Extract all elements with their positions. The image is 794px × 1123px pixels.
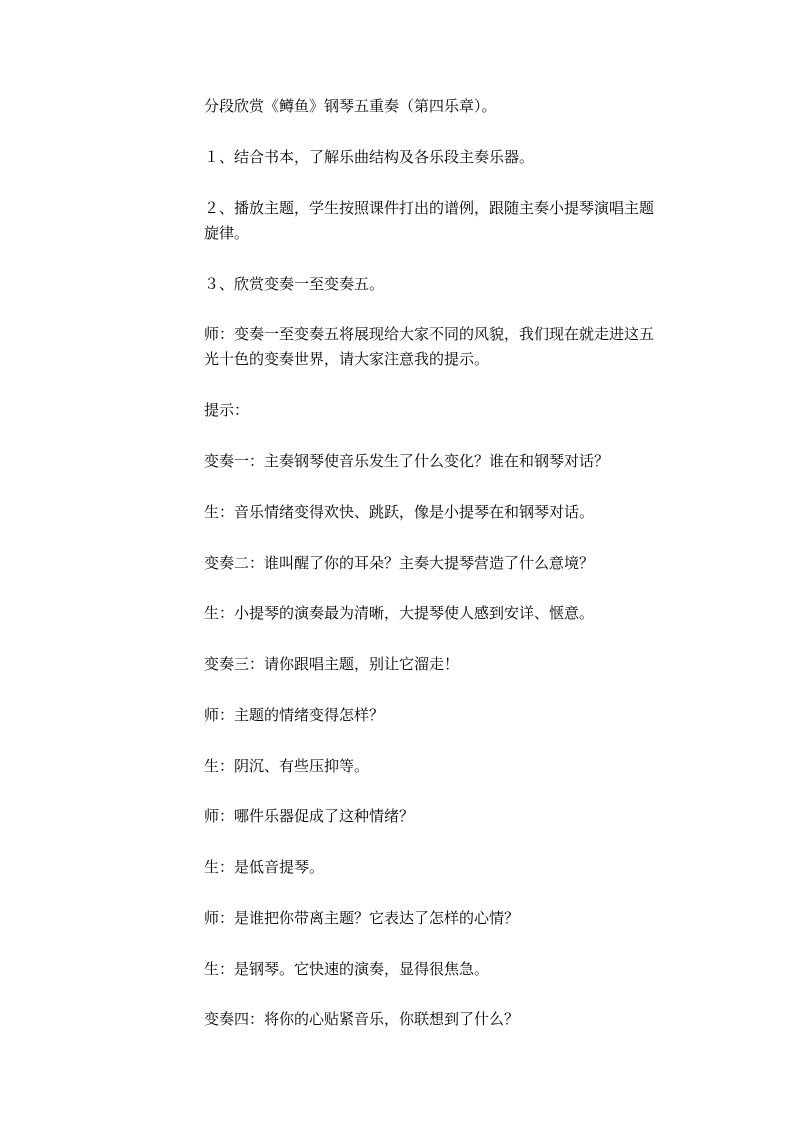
paragraph-student-answer-2: 生：小提琴的演奏最为清晰，大提琴使人感到安详、惬意。 <box>204 604 595 622</box>
paragraph-student-answer-1: 生：音乐情绪变得欢快、跳跃，像是小提琴在和钢琴对话。 <box>204 503 595 521</box>
paragraph-step-3: ３、欣赏变奏一至变奏五。 <box>204 275 385 293</box>
paragraph-teacher-intro: 师：变奏一至变奏五将展现给大家不同的风貌，我们现在就走进这五光十色的变奏世界，请大家注意我的提示。 <box>204 325 655 368</box>
paragraph-teacher-question-2: 师：哪件乐器促成了这种情绪？ <box>204 807 415 825</box>
paragraph-step-2: ２、播放主题，学生按照课件打出的谱例，跟随主奏小提琴演唱主题旋律。 <box>204 199 655 242</box>
paragraph-variation-2: 变奏二：谁叫醒了你的耳朵？主奏大提琴营造了什么意境？ <box>204 554 595 572</box>
paragraph-teacher-question-3: 师：是谁把你带离主题？它表达了怎样的心情？ <box>204 909 520 927</box>
paragraph-step-1: １、结合书本，了解乐曲结构及各乐段主奏乐器。 <box>204 148 535 166</box>
paragraph-student-answer-3: 生：阴沉、有些压抑等。 <box>204 757 370 775</box>
paragraph-student-answer-5: 生：是钢琴。它快速的演奏，显得很焦急。 <box>204 960 490 978</box>
paragraph-variation-3: 变奏三：请你跟唱主题，别让它溜走！ <box>204 655 460 673</box>
paragraph-student-answer-4: 生：是低音提琴。 <box>204 858 325 876</box>
paragraph-hint-label: 提示： <box>204 401 250 419</box>
paragraph-teacher-question-1: 师：主题的情绪变得怎样？ <box>204 706 385 724</box>
paragraph-variation-4: 变奏四：将你的心贴紧音乐，你联想到了什么？ <box>204 1010 520 1028</box>
paragraph-heading: 分段欣赏《鳟鱼》钢琴五重奏（第四乐章）。 <box>204 97 497 115</box>
paragraph-variation-1: 变奏一：主奏钢琴使音乐发生了什么变化？谁在和钢琴对话？ <box>204 452 610 470</box>
